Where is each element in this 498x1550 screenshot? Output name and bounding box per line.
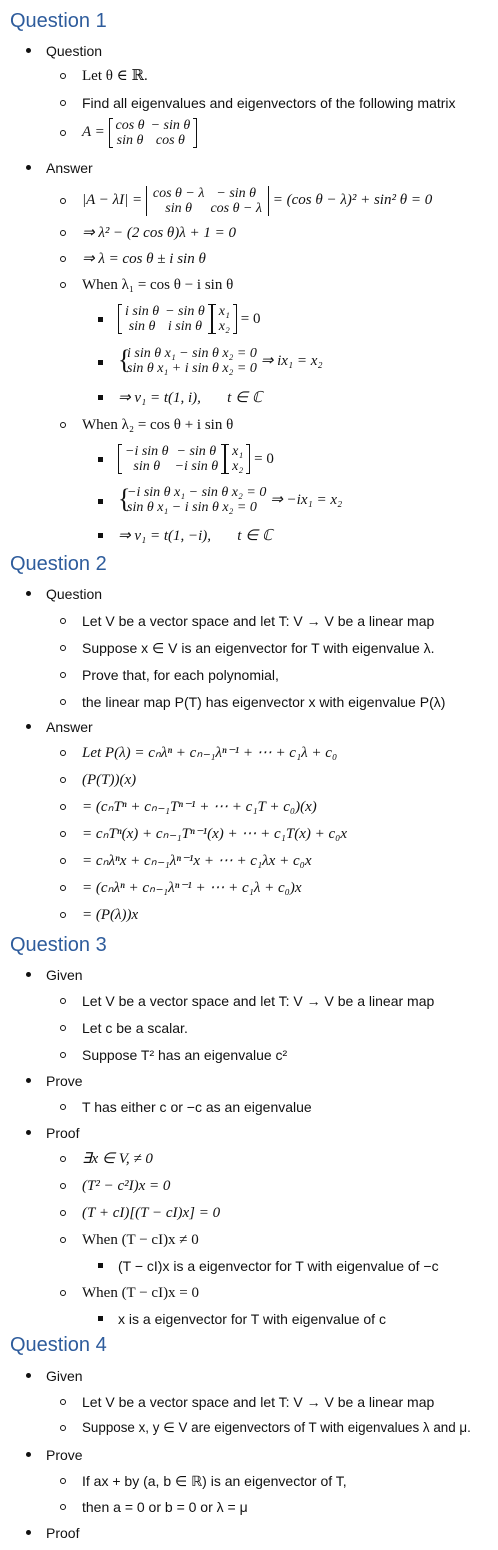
matrix-cell: sin θ bbox=[128, 319, 156, 335]
q1-line-1: Let θ ∈ ℝ. bbox=[82, 68, 148, 84]
question-2-heading: Question 2 bbox=[10, 553, 107, 575]
question-3-heading: Question 3 bbox=[10, 934, 107, 956]
matrix-cell: −i sin θ bbox=[125, 444, 169, 460]
eigenvector-2: ⇒ v₁ = t(1, −i), t ∈ ℂ bbox=[118, 528, 273, 544]
proof-case-a: When (T − cI)x ≠ 0 bbox=[82, 1232, 199, 1248]
matrix-cell: x₁ bbox=[218, 304, 230, 320]
bullet bbox=[60, 1210, 66, 1216]
question-label: Question bbox=[46, 586, 103, 602]
proof-line: (T² − c²I)x = 0 bbox=[82, 1178, 171, 1194]
proof-label: Proof bbox=[46, 1125, 80, 1141]
bullet bbox=[60, 100, 66, 106]
bullet bbox=[60, 858, 66, 864]
given-line: Let V be a vector space and let T: V → V be a linear map bbox=[82, 1394, 435, 1410]
bullet bbox=[60, 885, 66, 891]
matrix-A-label: A = bbox=[82, 124, 105, 140]
brace-icon: { bbox=[118, 483, 131, 514]
bullet bbox=[98, 360, 103, 365]
system-2 bbox=[118, 484, 342, 515]
eigenvector-1: ⇒ v₁ = t(1, i), t ∈ ℂ bbox=[118, 390, 263, 406]
bullet bbox=[60, 618, 66, 624]
when-lambda-2: When λ₂ = cos θ + i sin θ bbox=[82, 417, 234, 433]
bullet bbox=[60, 230, 66, 236]
proof-label: Proof bbox=[46, 1525, 80, 1541]
given-line: Suppose T² has an eigenvalue c² bbox=[82, 1047, 288, 1063]
answer-step: Let P(λ) = cₙλⁿ + cₙ₋₁λⁿ⁻¹ + ⋯ + c₁λ + c₀ bbox=[82, 745, 338, 761]
proof-case-b: When (T − cI)x = 0 bbox=[82, 1285, 200, 1301]
bullet bbox=[26, 724, 31, 729]
given-line: Let c be a scalar. bbox=[82, 1020, 188, 1036]
bullet bbox=[60, 1183, 66, 1189]
prove-line: If ax + by (a, b ∈ ℝ) is an eigenvector of T, bbox=[82, 1473, 347, 1489]
bullet bbox=[98, 395, 103, 400]
matrix-A-line bbox=[82, 117, 197, 148]
q1-line-2: Find all eigenvalues and eigenvectors of the following matrix bbox=[82, 95, 456, 111]
bullet bbox=[26, 1373, 31, 1378]
bullet bbox=[60, 1052, 66, 1058]
bullet bbox=[60, 422, 66, 428]
matrix-cell: sin θ bbox=[133, 459, 161, 475]
bullet bbox=[98, 457, 103, 462]
bullet bbox=[26, 1452, 31, 1457]
prove-line: then a = 0 or b = 0 or λ = μ bbox=[82, 1499, 248, 1515]
bullet bbox=[26, 1130, 31, 1135]
det-matrix bbox=[146, 186, 269, 216]
vector-x bbox=[212, 304, 237, 334]
matrix-cell: − sin θ bbox=[216, 185, 257, 201]
prove-label: Prove bbox=[46, 1447, 83, 1463]
bullet bbox=[60, 750, 66, 756]
answer-step: ⇒ λ = cos θ ± i sin θ bbox=[82, 251, 206, 267]
bullet bbox=[60, 1425, 66, 1431]
bullet bbox=[60, 198, 66, 204]
proof-case-a-detail: (T − cI)x is a eigenvector for T with eigenvalue of −c bbox=[118, 1258, 439, 1274]
given-label: Given bbox=[46, 967, 83, 983]
bullet bbox=[60, 777, 66, 783]
system-eq: sin θ x₁ − i sin θ x₂ = 0 bbox=[127, 500, 257, 516]
bullet bbox=[98, 533, 103, 538]
bullet bbox=[60, 256, 66, 262]
equation-system bbox=[118, 485, 266, 515]
given-label: Given bbox=[46, 1368, 83, 1384]
answer-label: Answer bbox=[46, 719, 93, 735]
matrix-cell: sin θ bbox=[165, 200, 193, 216]
answer-step: = cₙTⁿ(x) + cₙ₋₁Tⁿ⁻¹(x) + ⋯ + c₁T(x) + c₀x bbox=[82, 826, 347, 842]
bullet bbox=[60, 282, 66, 288]
determinant-line bbox=[82, 185, 432, 216]
bullet bbox=[60, 1504, 66, 1510]
bullet bbox=[26, 165, 31, 170]
bullet bbox=[60, 1156, 66, 1162]
matrix-cell: i sin θ bbox=[167, 319, 202, 335]
equation-system bbox=[118, 346, 257, 376]
matrix-A bbox=[109, 118, 198, 148]
system-eq: sin θ x₁ + i sin θ x₂ = 0 bbox=[127, 361, 257, 377]
question-4-heading: Question 4 bbox=[10, 1334, 107, 1356]
question-1-heading: Question 1 bbox=[10, 10, 107, 32]
matrix-cell: x₂ bbox=[218, 319, 230, 335]
proof-line: ∃x ∈ V, ≠ 0 bbox=[82, 1151, 153, 1167]
bullet bbox=[60, 831, 66, 837]
bullet bbox=[60, 804, 66, 810]
bullet bbox=[98, 317, 103, 322]
matrix-cell: −i sin θ bbox=[174, 459, 219, 475]
bullet bbox=[26, 591, 31, 596]
bullet bbox=[60, 672, 66, 678]
equals-zero: = 0 bbox=[254, 451, 274, 467]
q2-line: Prove that, for each polynomial, bbox=[82, 667, 279, 683]
matrix-cell: x₁ bbox=[232, 444, 244, 460]
bullet bbox=[26, 48, 31, 53]
bullet bbox=[98, 1263, 103, 1268]
q2-line: Suppose x ∈ V is an eigenvector for T with eigenvalue λ. bbox=[82, 640, 435, 656]
q2-line: the linear map P(T) has eigenvector x with eigenvalue P(λ) bbox=[82, 694, 446, 710]
matrix-cell: cos θ − λ bbox=[210, 200, 262, 216]
matrix-cell: cos θ bbox=[155, 132, 185, 148]
matrix-cell: i sin θ bbox=[125, 304, 160, 320]
answer-step: = cₙλⁿx + cₙ₋₁λⁿ⁻¹x + ⋯ + c₁λx + c₀x bbox=[82, 853, 312, 869]
answer-step: ⇒ λ² − (2 cos θ)λ + 1 = 0 bbox=[82, 225, 237, 241]
matrix-cell: cos θ − λ bbox=[152, 185, 205, 201]
answer-step: (P(T))(x) bbox=[82, 772, 137, 788]
prove-line: T has either c or −c as an eigenvalue bbox=[82, 1099, 312, 1115]
matrix-cell: sin θ bbox=[116, 132, 144, 148]
matrix-m1 bbox=[118, 304, 212, 334]
system-result: ⇒ ix₁ = x₂ bbox=[260, 353, 323, 369]
bullet bbox=[60, 1399, 66, 1405]
bullet bbox=[98, 499, 103, 504]
answer-step: = (P(λ))x bbox=[82, 907, 139, 923]
bullet bbox=[60, 1237, 66, 1243]
matrix-eq-2 bbox=[118, 443, 274, 474]
matrix-eq-1 bbox=[118, 303, 260, 334]
system-eq: −i sin θ x₁ − sin θ x₂ = 0 bbox=[127, 485, 267, 501]
matrix-cell: − sin θ bbox=[165, 304, 205, 320]
vector-x bbox=[225, 444, 250, 474]
matrix-cell: x₂ bbox=[232, 459, 244, 475]
answer-step: = (cₙTⁿ + cₙ₋₁Tⁿ⁻¹ + ⋯ + c₁T + c₀)(x) bbox=[82, 799, 317, 815]
proof-case-b-detail: x is a eigenvector for T with eigenvalue of c bbox=[118, 1311, 386, 1327]
answer-label: Answer bbox=[46, 160, 93, 176]
matrix-cell: − sin θ bbox=[176, 444, 217, 460]
bullet bbox=[26, 972, 31, 977]
prove-label: Prove bbox=[46, 1073, 83, 1089]
answer-step: = (cₙλⁿ + cₙ₋₁λⁿ⁻¹ + ⋯ + c₁λ + c₀)x bbox=[82, 880, 302, 896]
det-right: = (cos θ − λ)² + sin² θ = 0 bbox=[272, 192, 433, 208]
proof-line: (T + cI)[(T − cI)x] = 0 bbox=[82, 1205, 221, 1221]
given-line: Let V be a vector space and let T: V → V be a linear map bbox=[82, 993, 435, 1009]
brace-icon: { bbox=[118, 344, 131, 375]
bullet bbox=[60, 73, 66, 79]
q2-line: Let V be a vector space and let T: V → V be a linear map bbox=[82, 613, 435, 629]
question-label: Question bbox=[46, 43, 103, 59]
bullet bbox=[60, 998, 66, 1004]
bullet bbox=[60, 645, 66, 651]
matrix-m2 bbox=[118, 444, 225, 474]
det-left: |A − λI| = bbox=[82, 192, 143, 208]
bullet bbox=[60, 1290, 66, 1296]
bullet bbox=[98, 1316, 103, 1321]
bullet bbox=[60, 1104, 66, 1110]
bullet bbox=[60, 912, 66, 918]
given-line: Suppose x, y ∈ V are eigenvectors of T with eigenvalues λ and μ. bbox=[82, 1420, 471, 1435]
matrix-cell: cos θ bbox=[115, 117, 145, 133]
system-eq: i sin θ x₁ − sin θ x₂ = 0 bbox=[127, 346, 257, 362]
system-result: ⇒ −ix₁ = x₂ bbox=[270, 492, 343, 508]
bullet bbox=[60, 130, 66, 136]
matrix-cell: − sin θ bbox=[150, 117, 191, 133]
bullet bbox=[60, 699, 66, 705]
when-lambda-1: When λ₁ = cos θ − i sin θ bbox=[82, 277, 234, 293]
bullet bbox=[60, 1025, 66, 1031]
bullet bbox=[26, 1078, 31, 1083]
bullet bbox=[26, 1530, 31, 1535]
system-1 bbox=[118, 345, 323, 376]
equals-zero: = 0 bbox=[240, 311, 261, 327]
bullet bbox=[60, 1478, 66, 1484]
